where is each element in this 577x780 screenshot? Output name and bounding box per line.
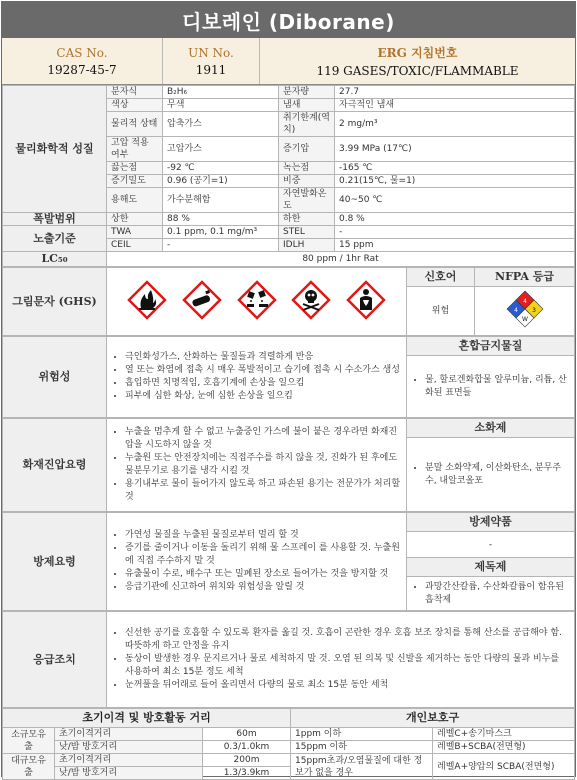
un-value: 1911 [195,62,227,77]
distance-key: 초기이격거리 [55,754,203,767]
hazard-list [107,337,407,418]
ppe-level: 레벨B+SCBA(전면형) [433,741,575,754]
ppe-header: 개인보호구 [291,709,575,728]
prop-key: 분자식 [107,86,163,99]
lc50-value: 80 ppm / 1hr Rat [107,252,575,267]
identifiers-row [2,38,575,85]
list-item: • 물, 할로겐화합물 알루미늄, 리튬, 산화된 표면들 [425,374,570,400]
prop-key: 하한 [279,213,335,226]
large-spill-label: 대규모유출 [3,754,55,780]
prevention-section-label: 방제요령 [3,513,107,611]
list-item: • 응급기관에 신고하여 위치와 위험성을 알릴 것 [125,581,402,594]
ghs-section-label: 그림문자 (GHS) [3,268,107,336]
health-hazard-icon [346,280,386,320]
distance-value: 1.3/3.9km [203,767,291,780]
hazard-table [2,336,575,418]
prop-value: 0.1 ppm, 0.1 mg/m³ [163,226,279,239]
prop-key: 끓는점 [107,162,163,175]
prop-value: 3.99 MPa (17℃) [335,137,575,162]
fire-list [107,419,407,512]
list-item: • 신선한 공기를 호흡할 수 있도록 환자를 옮길 것. 호흡이 곤란한 경우 호흡 보조 장치를 통해 산소를 공급해야 함. 따뜻하게 하고 안정을 유지 [125,627,570,653]
gas-cylinder-icon [182,280,222,320]
prop-value: 2 mg/m³ [335,112,575,137]
cas-value: 19287-45-7 [47,62,117,77]
small-spill-label: 소규모유출 [3,728,55,754]
prop-key: 냄새 [279,99,335,112]
nfpa-diamond [475,287,575,336]
nfpa-special: W [521,316,528,323]
prop-value: 0.8 % [335,213,575,226]
list-item: • 가연성 물질을 누출된 물질로부터 멀리 할 것 [125,529,402,542]
prop-key: 용해도 [107,188,163,213]
list-item: • 유출물이 수로, 배수구 또는 밀폐된 장소로 들어가는 것을 방지할 것 [125,568,402,581]
prop-key: 비중 [279,175,335,188]
distance-key: 초기이격거리 [55,728,203,741]
cas-label: CAS No. [56,45,108,60]
corrosion-icon [237,280,277,320]
list-item: • 피부에 심한 화상, 눈에 심한 손상을 일으킴 [125,390,402,403]
explosion-section-label: 폭발범위 [3,213,107,226]
list-item: • 눈꺼풀을 뒤어래로 들어 올리면서 다량의 물로 최소 15분 동안 세척 [125,679,570,692]
ghs-pictograms [107,268,407,336]
exposure-section-label: 노출기준 [3,226,107,252]
erg-cell [260,38,575,84]
ppe-level: 레벨C+송기마스크 [433,728,575,741]
control-agent-value: - [407,532,575,558]
distance-value: 200m [203,754,291,767]
signal-word-label: 신호어 [407,268,475,287]
decontaminant-label: 제독제 [407,558,575,577]
nfpa-health: 4 [513,307,518,314]
prop-value: -92 ℃ [163,162,279,175]
prop-key: 물리적 상태 [107,112,163,137]
prop-key: STEL [279,226,335,239]
list-item: • 과망간산칼륨, 수산화칼륨이 함유된 흡착제 [425,581,570,607]
prop-value: 0.96 (공기=1) [163,175,279,188]
ghs-table [2,267,575,336]
distance-header: 초기이격 및 방호활동 거리 [3,709,291,728]
prop-key: IDLH [279,239,335,252]
prop-key: 취기한계(역치) [279,112,335,137]
nfpa-label: NFPA 등급 [475,268,575,287]
cas-cell [2,38,163,84]
prop-value: 고압가스 [163,137,279,162]
un-cell [163,38,260,84]
physchem-section-label: 물리화학적 성질 [3,86,107,213]
fire-table [2,418,575,512]
property-table [2,85,575,267]
extinguisher-list [407,438,575,512]
prop-value: 27.7 [335,86,575,99]
list-item: • 증기를 줄이거나 이동을 돌리기 위해 물 스프레이 를 사용할 것. 누출원에 직접 주수하지 말 것 [125,542,402,568]
prop-key: CEIL [107,239,163,252]
signal-word-value: 위험 [407,287,475,336]
prop-value: - [335,226,575,239]
prop-key: 분자량 [279,86,335,99]
distance-key: 낮/밤 방호거리 [55,741,203,754]
distance-key: 낮/밤 방호거리 [55,767,203,780]
prop-value: - [163,239,279,252]
erg-value: 119 GASES/TOXIC/FLAMMABLE [316,64,519,78]
list-item: • 누출원 또는 안전장치에는 직접주수를 하지 않을 것, 진화가 된 후에도 물분무기로 용기를 냉각 시킬 것 [125,452,402,478]
nfpa-flammability: 4 [522,298,527,305]
prop-key: 색상 [107,99,163,112]
prop-key: TWA [107,226,163,239]
distance-value: 0.3/1.0km [203,741,291,754]
ppe-level: 레벨A+양압의 SCBA(전면형) [433,754,575,780]
ppe-condition: 1ppm 이하 [291,728,433,741]
prop-value: 0.21(15℃, 물=1) [335,175,575,188]
firstaid-list [107,612,575,708]
ppe-condition: 15ppm 이하 [291,741,433,754]
page-title: 디보레인 (Diborane) [2,2,575,38]
list-item: • 동상이 발생한 경우 문지르거나 물로 세척하지 말 것. 오염 된 의복 및 신발을 제거하는 동안 다량의 물과 비누를 사용하여 최소 15분 정도 세척 [125,653,570,679]
skull-crossbones-icon [291,280,331,320]
lc50-label: LC₅₀ [3,252,107,267]
nfpa-reactivity: 3 [531,307,536,314]
un-label: UN No. [188,45,234,60]
firstaid-table [2,611,575,708]
list-item: • 열 또는 화염에 접촉 시 매우 폭발적이고 습기에 접촉 시 수소가스 생성 [125,364,402,377]
prop-value: 무색 [163,99,279,112]
distance-value: 60m [203,728,291,741]
firstaid-section-label: 응급조치 [3,612,107,708]
prop-value: 40~50 ℃ [335,188,575,213]
prop-value: 압축가스 [163,112,279,137]
prop-value: 자극적인 냄새 [335,99,575,112]
list-item: • 누출을 멈추게 할 수 없고 누출중인 가스에 불이 붙은 경우라면 화재진압을 시도하지 않을 것 [125,426,402,452]
flame-icon [127,280,167,320]
list-item: • 용기내부로 물이 들어가지 않도록 하고 파손된 용기는 전문가가 처리할 것 [125,478,402,504]
prop-key: 자연발화온도 [279,188,335,213]
list-item: • 극인화성가스, 산화하는 물질들과 격렬하게 반응 [125,351,402,364]
prop-value: -165 ℃ [335,162,575,175]
prop-value: 15 ppm [335,239,575,252]
list-item: • 분말 소화약제, 이산화탄소, 분무주수, 내알코올포 [425,462,570,488]
prop-key: 증기압 [279,137,335,162]
prop-value: 가수분해함 [163,188,279,213]
prop-value: 88 % [163,213,279,226]
incompatible-list [407,356,575,418]
prop-key: 고압 적용 여부 [107,137,163,162]
distance-table [2,708,575,780]
nfpa-diamond-icon [505,289,545,329]
prop-value: B₂H₆ [163,86,279,99]
fire-section-label: 화재진압요령 [3,419,107,512]
erg-label: ERG 지침번호 [377,46,458,60]
prevention-table [2,512,575,611]
hazard-section-label: 위험성 [3,337,107,418]
prop-key: 증기밀도 [107,175,163,188]
prop-key: 녹는점 [279,162,335,175]
ppe-condition: 15ppm초과/오염물질에 대한 정보가 없을 경우 [291,754,433,780]
prevention-list [107,513,407,611]
prop-key: 상한 [107,213,163,226]
incompatible-label: 혼합금지물질 [407,337,575,356]
msds-sheet [1,1,576,777]
extinguisher-label: 소화제 [407,419,575,438]
list-item: • 흡입하면 치명적임, 호흡기계에 손상을 일으킴 [125,377,402,390]
decontaminant-list [407,577,575,611]
control-agent-label: 방제약품 [407,513,575,532]
